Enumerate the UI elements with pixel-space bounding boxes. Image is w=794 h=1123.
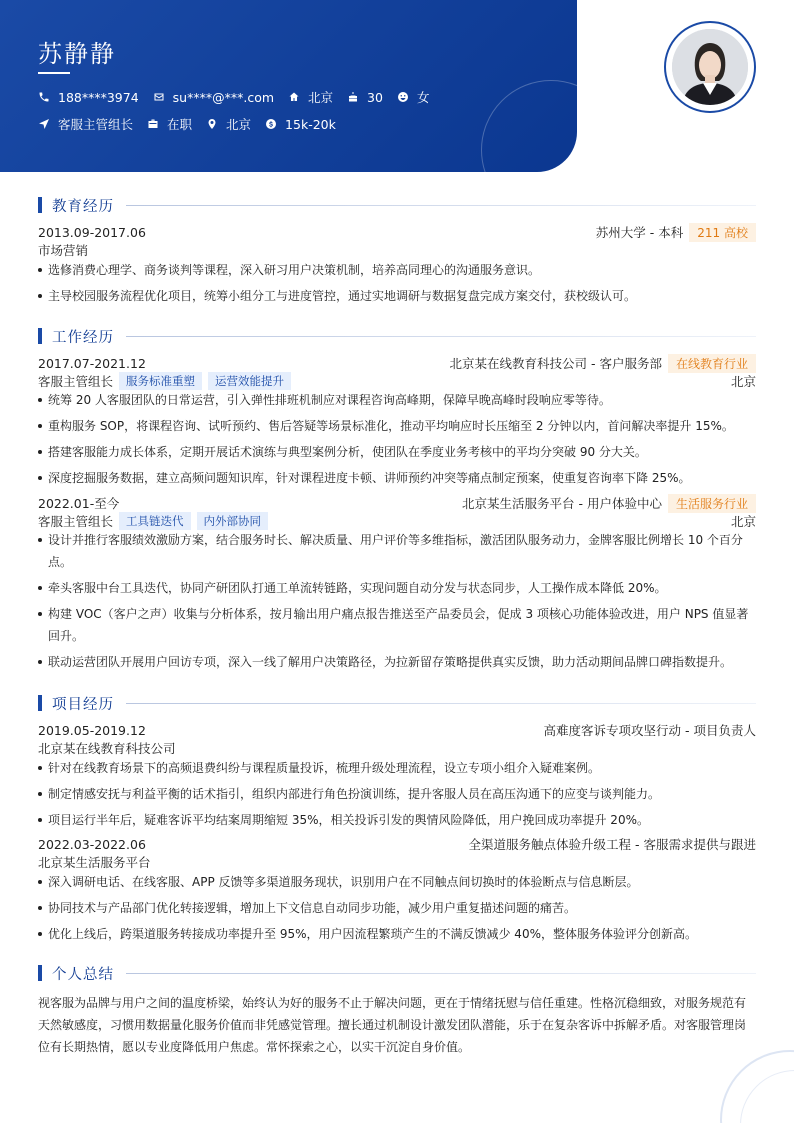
location-item (288, 88, 333, 106)
education-school: 苏州大学 - 本科 (595, 225, 684, 240)
avatar (672, 29, 748, 105)
profile-photo (672, 29, 748, 105)
project-period: 2019.05-2019.12 (38, 722, 146, 738)
list-item: 设计并推行客服绩效激励方案，结合服务时长、解决质量、用户评价等多维指标，激活团队服务动力，金牌客服比例增长 10 个百分点。 (38, 529, 756, 573)
section-title-text: 工作经历 (52, 329, 114, 346)
industry-tag: 生活服务行业 (668, 494, 756, 513)
section-bar (38, 197, 42, 213)
section-divider (126, 973, 756, 974)
education-header-row (38, 223, 756, 241)
map-pin-icon (206, 118, 218, 130)
send-icon (38, 118, 50, 130)
list-item: 深度挖掘服务数据，建立高频问题知识库，针对课程进度卡顿、讲师预约冲突等痛点制定预案，使重复咨询率下降 25%。 (38, 467, 756, 489)
job-title-item (38, 115, 133, 133)
list-item: 深入调研电话、在线客服、APP 反馈等多渠道服务现状，识别用户在不同触点间切换时的体验断点与信息断层。 (38, 871, 756, 893)
status-item (147, 115, 192, 133)
summary-text: 视客服为品牌与用户之间的温度桥梁，始终认为好的服务不止于解决问题，更在于情绪抚慰与信任重建。性格沉稳细致，对服务规范有天然敏感度，习惯用数据量化服务价值而非凭感觉管理。擅长通过机制设计激发团队潜能，乐于在复杂客诉中拆解矛盾。对客服管理岗位有长期热情，愿以专业度降低用户焦虑。常怀探索之心，以实干沉淀自身价值。 (38, 996, 747, 1054)
list-item: 重构服务 SOP，将课程咨询、试听预约、售后答疑等场景标准化，推动平均响应时长压缩至 2 分钟以内，首问解决率提升 15%。 (38, 415, 756, 437)
education-major-row (38, 241, 756, 259)
home-icon (288, 91, 300, 103)
list-item: 统筹 20 人客服团队的日常运营，引入弹性排班机制应对课程咨询高峰期，保障早晚高峰时段响应零等待。 (38, 389, 756, 411)
list-item: 制定情感安抚与利益平衡的话术指引，组织内部进行角色扮演训练，提升客服人员在高压沟通下的应变与谈判能力。 (38, 783, 756, 805)
phone-icon (38, 91, 50, 103)
work-1-role-row (38, 372, 756, 390)
work-city: 北京 (730, 514, 756, 529)
section-divider (126, 205, 756, 206)
skill-tag: 内外部协同 (197, 512, 269, 530)
section-title-text: 教育经历 (52, 198, 114, 215)
industry-tag: 在线教育行业 (668, 354, 756, 373)
work-period: 2017.07-2021.12 (38, 355, 146, 371)
phone-item (38, 88, 139, 106)
candidate-name: 苏静静 (38, 40, 116, 68)
list-item: 优化上线后，跨渠道服务转接成功率提升至 95%，用户因流程繁琐产生的不满反馈减少 40%，整体服务体验评分创新高。 (38, 923, 756, 945)
list-item: 协同技术与产品部门优化转接逻辑，增加上下文信息自动同步功能，减少用户重复描述问题的痛苦。 (38, 897, 756, 919)
name-underline (38, 72, 70, 74)
section-bar (38, 328, 42, 344)
email-item (153, 88, 274, 106)
salary-text: 15k-20k (285, 116, 336, 132)
gender-item (397, 88, 430, 106)
work-1-header-row (38, 354, 756, 372)
salary-item (265, 115, 336, 133)
section-title-text: 项目经历 (52, 696, 114, 713)
section-work-title (38, 327, 756, 345)
project-1-header-row (38, 721, 756, 739)
work-role: 客服主管组长 (38, 514, 114, 529)
project-2-company-row (38, 853, 756, 871)
project-company: 北京某在线教育科技公司 (38, 741, 176, 756)
skill-tag: 工具链迭代 (119, 512, 191, 530)
list-item: 主导校园服务流程优化项目，统筹小组分工与进度管控，通过实地调研与数据复盘完成方案交付，获校级认可。 (38, 285, 756, 307)
header-decoration-circle (481, 80, 577, 172)
email-text: su****@***.com (172, 89, 275, 105)
header-banner (0, 0, 577, 172)
email-icon (153, 91, 165, 103)
project-name: 高难度客诉专项攻坚行动 - 项目负责人 (543, 723, 756, 738)
money-icon (265, 118, 277, 130)
work-2-header-row (38, 494, 756, 512)
work-period: 2022.01-至今 (38, 496, 120, 511)
education-tag: 211 高校 (689, 223, 756, 242)
education-major: 市场营销 (38, 243, 89, 258)
city-text: 北京 (226, 117, 252, 132)
work-role: 客服主管组长 (38, 374, 114, 389)
job-info-row (38, 115, 350, 133)
list-item: 选修消费心理学、商务谈判等课程，深入研习用户决策机制，培养高同理心的沟通服务意识。 (38, 259, 756, 281)
job-title-text: 客服主管组长 (58, 117, 134, 132)
work-company: 北京某在线教育科技公司 - 客户服务部 (449, 356, 662, 371)
location-text: 北京 (308, 90, 334, 105)
age-item (347, 88, 383, 106)
age-text: 30 (367, 89, 383, 105)
education-bullets (38, 259, 756, 311)
briefcase-icon (147, 118, 159, 130)
project-1-bullets (38, 757, 756, 835)
work-1-bullets (38, 389, 756, 493)
skill-tag: 服务标准重塑 (119, 372, 202, 390)
cake-icon (347, 91, 359, 103)
list-item: 项目运行半年后，疑难客诉平均结案周期缩短 35%，相关投诉引发的舆情风险降低，用户挽回成功率提升 20%。 (38, 809, 756, 831)
education-period: 2013.09-2017.06 (38, 224, 146, 240)
project-name: 全渠道服务触点体验升级工程 - 客服需求提供与跟进 (468, 837, 756, 852)
work-2-role-row (38, 512, 756, 530)
skill-tag: 运营效能提升 (208, 372, 291, 390)
section-bar (38, 965, 42, 981)
project-period: 2022.03-2022.06 (38, 836, 146, 852)
section-projects-title (38, 694, 756, 712)
section-bar (38, 695, 42, 711)
project-2-bullets (38, 871, 756, 949)
gender-text: 女 (416, 90, 430, 105)
section-summary-title (38, 964, 756, 982)
phone-text: 188****3974 (58, 89, 139, 105)
list-item: 针对在线教育场景下的高频退费纠纷与课程质量投诉，梳理升级处理流程，设立专项小组介入疑难案例。 (38, 757, 756, 779)
work-city: 北京 (730, 374, 756, 389)
project-company: 北京某生活服务平台 (38, 855, 151, 870)
section-title-text: 个人总结 (52, 966, 114, 983)
contact-info-row (38, 88, 443, 106)
avatar-frame (664, 21, 756, 113)
section-divider (126, 703, 756, 704)
project-1-company-row (38, 739, 756, 757)
city-item (206, 115, 251, 133)
list-item: 构建 VOC（客户之声）收集与分析体系，按月输出用户痛点报告推送至产品委员会，促成 3 项核心功能体验改进，用户 NPS 值显著回升。 (38, 603, 756, 647)
status-text: 在职 (167, 117, 193, 132)
section-education-title (38, 196, 756, 214)
project-2-header-row (38, 835, 756, 853)
list-item: 联动运营团队开展用户回访专项，深入一线了解用户决策路径，为拉新留存策略提供真实反馈，助力活动期间品牌口碑指数提升。 (38, 651, 756, 673)
smile-icon (397, 91, 409, 103)
section-divider (126, 336, 756, 337)
work-2-bullets (38, 529, 756, 677)
list-item: 牵头客服中台工具迭代，协同产研团队打通工单流转链路，实现问题自动分发与状态同步，人工操作成本降低 20%。 (38, 577, 756, 599)
list-item: 搭建客服能力成长体系，定期开展话术演练与典型案例分析，使团队在季度业务考核中的平均分突破 90 分大关。 (38, 441, 756, 463)
work-company: 北京某生活服务平台 - 用户体验中心 (462, 496, 662, 511)
